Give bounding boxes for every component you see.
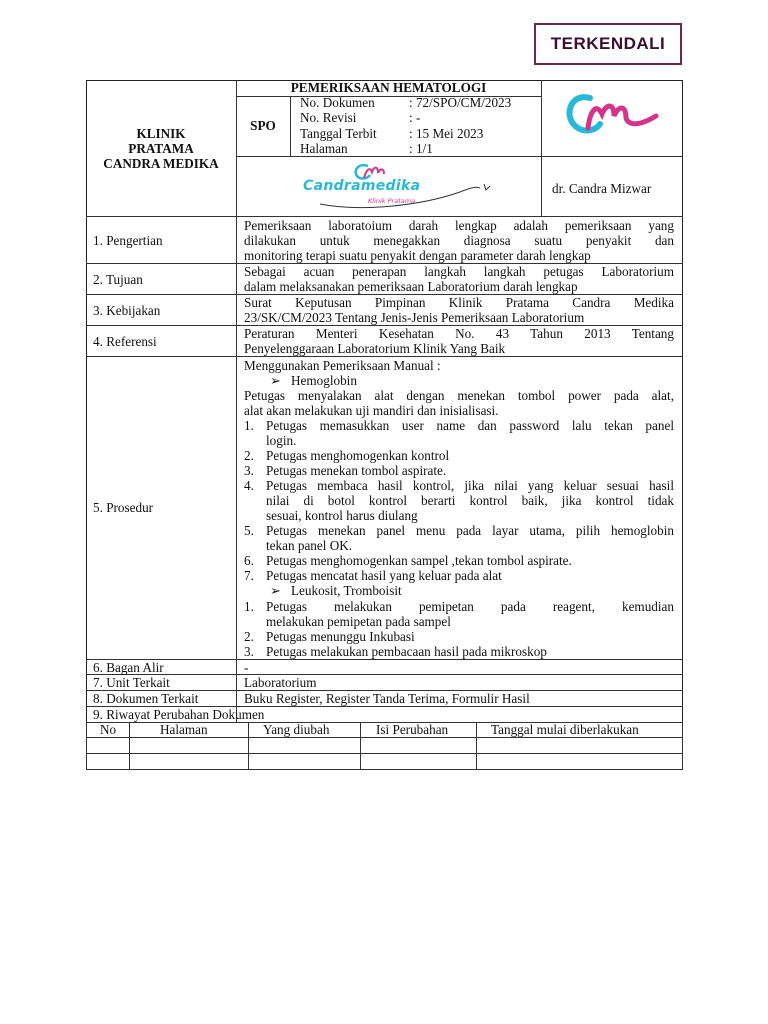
grid-line [236,80,237,216]
table-header: Isi Perubahan [376,722,449,737]
grid-line [236,156,683,157]
kebijakan-line: Surat Keputusan Pimpinan Klinik Pratama Candra Medika [244,295,674,310]
step-text: tekan panel OK. [266,538,353,553]
meta-label: No. Dokumen [300,95,375,110]
logo-wordmark: Candramedika [303,178,421,194]
meta-value: : 72/SPO/CM/2023 [409,95,512,110]
step-text: login. [266,433,297,448]
grid-line [129,722,130,770]
step-text: melakukan pemipetan pada sampel [266,614,451,629]
pengertian-line: monitoring terapi suatu penyakit dengan parameter darah lengkap [244,248,591,263]
tujuan-line: Sebagai acuan penerapan langkah langkah petugas Laboratorium [244,264,674,279]
step-text: nilai di botol kontrol berarti kontrol baik, jika kontrol tidak [266,493,674,508]
grid-line [86,753,683,754]
unit-terkait-value: Laboratorium [244,675,317,690]
status-stamp: TERKENDALI [534,23,682,65]
meta-value: : - [409,110,421,125]
clinic-name-3: CANDRA MEDIKA [103,156,219,171]
arrow-bullet-icon: ➢ [270,583,282,598]
pengertian-line: dilakukan untuk menegakkan diagnosa suatu penyakit dan [244,233,674,248]
table-header: Yang diubah [263,722,330,737]
section-label: 2. Tujuan [93,272,143,287]
prosedur-intro: Menggunakan Pemeriksaan Manual : [244,358,441,373]
pengertian-line: Pemeriksaan laboratoium darah lengkap adalah pemeriksaan yang [244,218,674,233]
grid-line [86,659,683,660]
table-header: Tanggal mulai diberlakukan [491,722,639,737]
grid-line [682,722,683,770]
step-number: 3. [244,644,254,659]
document-title: PEMERIKSAAN HEMATOLOGI [290,80,487,95]
clinic-name-2: PRATAMA [128,141,194,156]
referensi-line: Penyelenggaraan Laboratorium Klinik Yang Baik [244,341,506,356]
grid-line [541,80,542,216]
referensi-line: Peraturan Menteri Kesehatan No. 43 Tahun 2013 Tentang [244,326,674,341]
clinic-logo-icon [560,88,664,140]
grid-line [86,356,683,357]
step-number: 5. [244,523,254,538]
dokumen-terkait-value: Buku Register, Register Tanda Terima, Formulir Hasil [244,691,530,706]
step-text: sesuai, kontrol harus diulang [266,508,418,523]
clinic-name-1: KLINIK [136,126,186,141]
grid-line [86,674,683,675]
grid-line [290,96,291,156]
grid-line [86,737,683,738]
step-number: 7. [244,568,254,583]
section-label: 5. Prosedur [93,500,154,515]
prosedur-subheading: Leukosit, Tromboisit [291,583,402,598]
kebijakan-line: 23/SK/CM/2023 Tentang Jenis-Jenis Pemeriksaan Laboratorium [244,310,585,325]
table-header: Halaman [160,722,208,737]
step-text: Petugas melakukan pembacaan hasil pada mikroskop [266,644,547,659]
section-label: 9. Riwayat Perubahan Dokumen [93,707,265,722]
step-text: Petugas menekan panel menu pada layar utama, pilih hemoglobin [266,523,674,538]
section-label: 7. Unit Terkait [93,675,170,690]
signatory-name: dr. Candra Mizwar [552,181,652,196]
section-label: 6. Bagan Alir [93,660,164,675]
meta-value: : 1/1 [409,141,433,156]
section-label: 4. Referensi [93,334,157,349]
meta-value: : 15 Mei 2023 [409,126,484,141]
meta-label: No. Revisi [300,110,357,125]
step-number: 3. [244,463,254,478]
table-header: No [100,722,117,737]
step-text: Petugas mencatat hasil yang keluar pada alat [266,568,502,583]
step-number: 1. [244,599,254,614]
grid-line [86,216,683,217]
prosedur-subheading: Hemoglobin [291,373,357,388]
step-number: 2. [244,448,254,463]
step-text: Petugas melakukan pemipetan pada reagent, kemudian [266,599,674,614]
bagan-alir-value: - [244,660,249,675]
step-text: Petugas menghomogenkan kontrol [266,448,450,463]
prosedur-paragraph: Petugas menyalakan alat dengan menekan tombol power pada alat, [244,388,674,403]
logo-subtitle: Klinik Pratama [368,197,416,205]
grid-line [248,722,249,770]
meta-label: Tanggal Terbit [300,126,377,141]
section-label: 1. Pengertian [93,233,163,248]
prosedur-paragraph: alat akan melakukan uji mandiri dan inisialisasi. [244,403,499,418]
step-text: Petugas menunggu Inkubasi [266,629,415,644]
arrow-bullet-icon: ➢ [270,373,282,388]
step-number: 4. [244,478,254,493]
step-text: Petugas menekan tombol aspirate. [266,463,447,478]
grid-line [86,722,87,770]
grid-line [360,722,361,770]
step-text: Petugas memasukkan user name dan password lalu tekan panel [266,418,674,433]
tujuan-line: dalam melaksanakan pemeriksaan Laboratorium darah lengkap [244,279,578,294]
spo-label: SPO [250,118,276,133]
step-number: 1. [244,418,254,433]
grid-line [476,722,477,770]
step-number: 6. [244,553,254,568]
section-label: 8. Dokumen Terkait [93,691,199,706]
grid-line [236,216,237,722]
section-label: 3. Kebijakan [93,303,161,318]
step-text: Petugas menghomogenkan sampel ,tekan tombol aspirate. [266,553,572,568]
step-text: Petugas membaca hasil kontrol, jika nilai yang keluar sesuai hasil [266,478,674,493]
meta-label: Halaman [300,141,348,156]
grid-line [86,769,683,770]
step-number: 2. [244,629,254,644]
